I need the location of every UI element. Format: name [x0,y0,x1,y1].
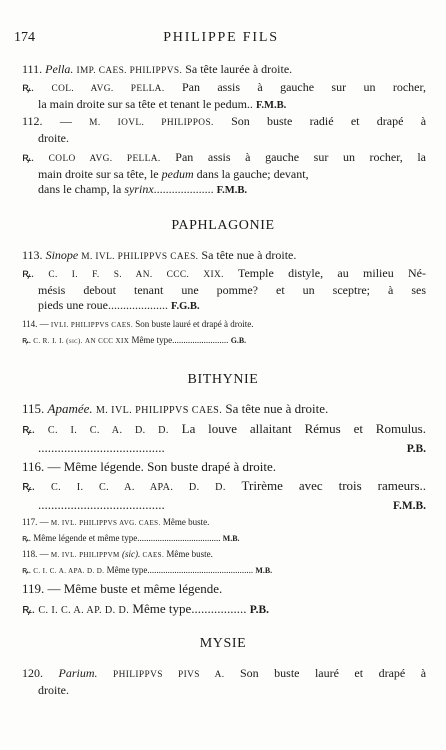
coin-reverse-114 [22,334,426,348]
reverse-mark: ꝶ. [22,533,32,543]
coin-description: Pan assis à gauche sur un rocher, [181,80,427,94]
coin-description: Sa tête nue à droite. [225,401,329,416]
coin-description: Pan assis à gauche sur un rocher, la [175,150,426,164]
coin-entry-115 [22,400,426,419]
coin-description: Son buste radié et drapé à [231,114,427,128]
pedum-word: pedum [161,167,194,181]
coin-entry-113 [22,248,426,265]
reverse-mark: ꝶ. [22,150,35,164]
coin-description: Trirème avec trois rameurs.. [241,478,427,493]
coin-description: droite. [38,683,69,697]
reverse-mark: ꝶ. [22,565,32,575]
collection-refs: P.B. [406,443,426,455]
coin-legend: M. IVL. PHILIPPVS AVG. CAES. [50,519,161,527]
syrinx-word: syrinx [124,182,154,196]
coin-entry-118 [22,548,426,562]
page-header [14,30,428,46]
coin-description: Même légende. Son buste drapé à droite. [63,459,277,474]
coin-legend: C. I. C. A. AP. D. D. [38,605,130,616]
coin-description: Même type......................... [131,335,229,345]
reverse-mark: ꝶ. [22,601,36,616]
coin-reverse-111 [22,80,426,113]
coin-description: Son buste lauré et drapé à [239,666,427,680]
city-name: Parium. [58,666,98,680]
coin-reverse-117 [22,532,426,545]
coin-legend: M. IOVL. PHILIPPOS. [89,118,214,128]
collection-refs: F.G.B. [170,301,200,312]
coin-entry-111 [22,62,426,79]
coin-reverse-116 [22,477,426,515]
coin-legend-date: AN CCC XIX [85,337,130,345]
coin-description: Temple distyle, au milieu Né- [237,266,426,280]
coin-description: dans le champ, la [38,182,122,196]
coin-entry-116 [22,458,426,475]
coin-legend: C. I. C. A. D. D. [47,425,169,436]
coin-legend: CAES. [142,551,165,559]
leader-dots: ....................................... [38,497,165,512]
coin-description: Même légende et même type..................................... [33,533,221,543]
coin-entry-117 [22,516,426,530]
section-heading-paphlagonie: PAPHLAGONIE [171,218,275,233]
coin-description: Sa tête nue à droite. [201,248,297,262]
entry-number: 117. [22,517,38,527]
dash: — [47,581,61,596]
collection-refs: F.M.B. [216,185,248,196]
reverse-mark: ꝶ. [22,421,36,436]
coin-description: Sa tête laurée à droite. [185,62,293,76]
dash: — [59,114,72,128]
coin-description: Même buste et même légende. [63,581,223,596]
leader-dots: ....................................... [38,440,165,455]
section-heading-bithynie: BITHYNIE [187,372,259,387]
reverse-mark: ꝶ. [22,80,35,94]
collection-refs: P.B. [249,604,270,616]
city-name: Pella. [45,62,74,76]
entry-number: 116. [22,459,45,474]
coin-entry-119 [22,580,426,597]
coin-description: main droite sur sa tête, le [38,167,159,181]
coin-legend: C. I. C. A. APA. D. D. [51,482,226,493]
coin-reverse-112 [22,150,426,198]
reverse-mark: ꝶ. [22,478,36,493]
coin-legend: M. IVL. PHILIPPVM [50,551,120,559]
coin-description: pieds une roue.................... [38,298,168,312]
dash: — [39,549,49,559]
coin-entry-114 [22,318,426,332]
entry-number: 113. [22,248,43,262]
coin-legend: IMP. CAES. PHILIPPVS. [76,66,183,76]
coin-reverse-115 [22,420,426,458]
coin-reverse-119 [22,600,426,619]
coin-description: droite. [38,131,69,145]
entry-number: 114. [22,319,38,329]
leader-dots: .................... [153,182,214,196]
city-name: Sinope [45,248,79,262]
city-name: Apamée. [47,401,93,416]
coin-description: mésis debout tenant une pomme? et un sceptre; à ses [38,283,426,297]
coin-description: Même buste. [166,549,213,559]
coin-entry-120 [22,666,426,698]
coin-reverse-113 [22,266,426,314]
coin-description: Même type................. [132,601,247,616]
coin-description: La louve allaitant Rémus et Romulus. [181,421,426,436]
collection-refs: F.M.B. [255,100,287,111]
coin-legend: COLO AVG. PELLA. [48,154,161,164]
coin-legend: PHILIPPVS PIVS A. [113,670,225,680]
coin-legend: C. R. I. I. (sic). [33,337,83,345]
dash: — [47,459,61,474]
coin-legend: C. I. F. S. AN. CCC. XIX. [48,270,224,280]
coin-description: dans la gauche; devant, [196,167,309,181]
entry-number: 115. [22,401,45,416]
coin-entry-112 [22,114,426,146]
collection-refs: M.B. [222,534,240,543]
section-heading-mysie: MYSIE [199,636,247,651]
collection-refs: F.M.B. [393,500,426,512]
coin-legend: IVLI. PHILIPPVS CAES. [50,321,133,329]
running-title: PHILIPPE FILS [163,30,279,45]
coin-description: la main droite sur sa tête et tenant le pedum.. [38,97,253,111]
sic-note: (sic). [121,549,141,559]
entry-number: 118. [22,549,38,559]
entry-number: 111. [22,62,43,76]
coin-legend: M. IVL. PHILIPPVS CAES. [81,252,199,262]
coin-legend: COL. AVG. PELLA. [51,84,165,94]
coin-legend: C. I. C. A. APA. D. D. [33,567,105,575]
collection-refs: G.B. [230,336,247,345]
collection-refs: M.B. [255,566,273,575]
reverse-mark: ꝶ. [22,266,35,280]
coin-reverse-118 [22,564,426,578]
entry-number: 112. [22,114,43,128]
coin-legend: M. IVL. PHILIPPVS CAES. [95,405,223,416]
coin-description: Même buste. [162,517,210,527]
dash: — [39,319,49,329]
dash: — [39,517,49,527]
entry-number: 120. [22,666,43,680]
coin-description: Même type............................................... [106,565,254,575]
reverse-mark: ꝶ. [22,335,32,345]
page-number: 174 [14,30,35,45]
coin-description: Son buste lauré et drapé à droite. [135,319,254,329]
entry-number: 119. [22,581,45,596]
